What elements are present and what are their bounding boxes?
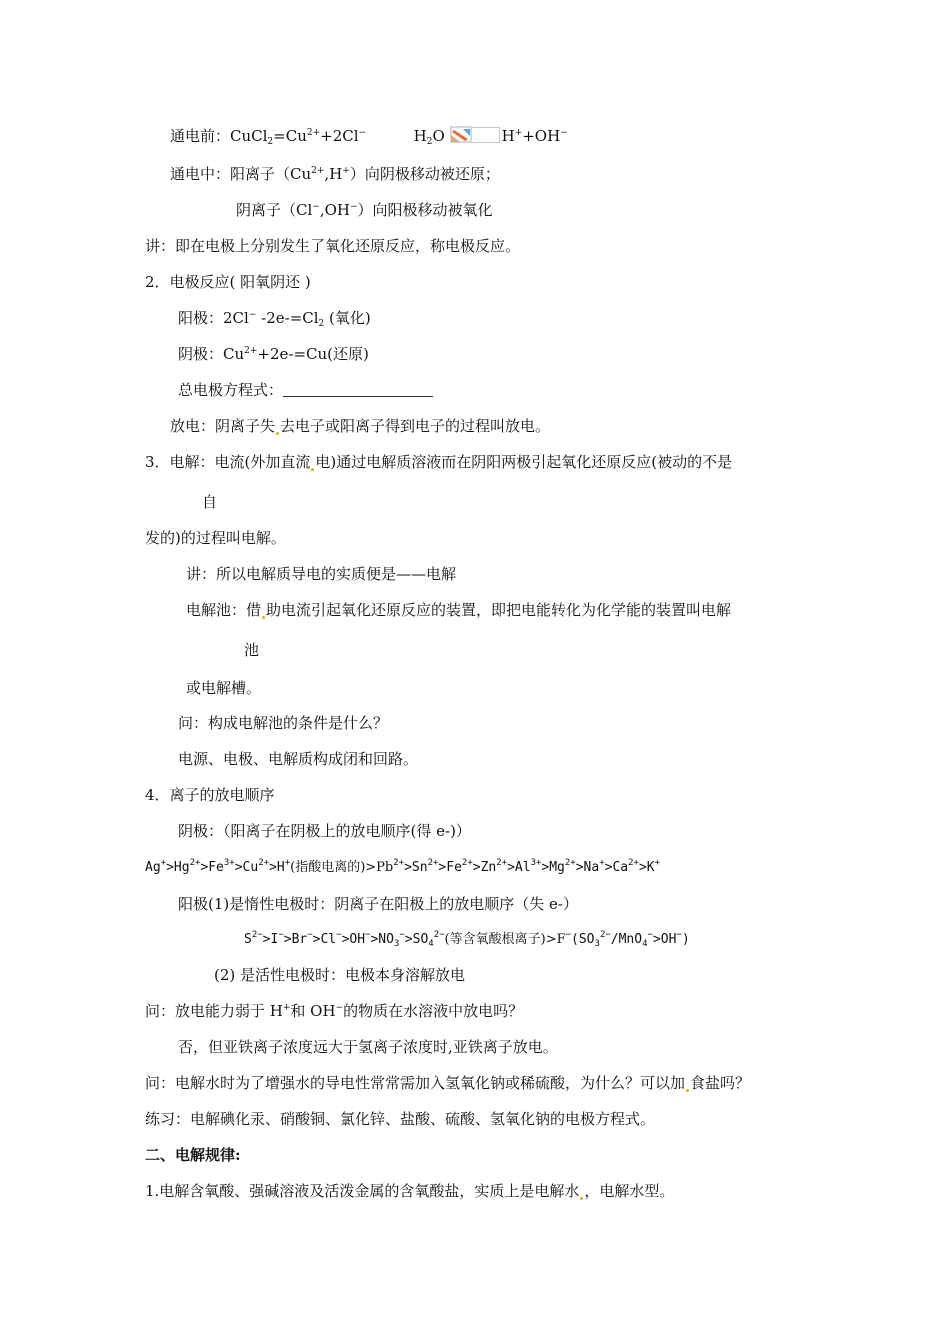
- section-heading: 3．电解：电流(外加直流 电)通过电解质溶液而在阴阳两极引起氧化还原反应(被动的不是: [145, 453, 733, 471]
- answer-blank[interactable]: [283, 380, 433, 397]
- paragraph: 1.电解含氧酸、强碱溶液及活泼金属的含氧酸盐，实质上是电解水 ，电解水型。: [145, 1182, 675, 1200]
- paragraph: 讲：所以电解质导电的实质便是——电解: [186, 565, 457, 583]
- paragraph: 阳极(1)是惰性电极时：阴离子在阳极上的放电顺序（失 e-）: [178, 895, 578, 913]
- paragraph: 阴极：（阳离子在阴极上的放电顺序(得 e-)）: [178, 822, 471, 840]
- paragraph-continuation: 或电解槽。: [186, 679, 262, 697]
- mark-dot: [276, 432, 279, 435]
- section-heading: 4．离子的放电顺序: [145, 786, 275, 804]
- reversible-arrow-image-icon: [450, 126, 472, 143]
- section-heading: 二、电解规律:: [145, 1146, 241, 1164]
- section-heading: 2．电极反应( 阳氧阴还 ): [145, 273, 311, 291]
- exercise: 练习：电解碘化汞、硝酸铜、氯化锌、盐酸、硫酸、氢氧化钠的电极方程式。: [145, 1110, 656, 1128]
- mark-dot: [580, 1197, 583, 1200]
- paragraph-continuation: 发的)的过程叫电解。: [145, 529, 286, 547]
- mark-dot: [311, 468, 314, 471]
- paragraph-continuation: 自: [202, 493, 218, 511]
- total-equation-prompt: 总电极方程式：: [178, 380, 433, 400]
- paragraph: (2) 是活性电极时：电极本身溶解放电: [214, 966, 466, 984]
- paragraph: 放电：阴离子失 去电子或阳离子得到电子的过程叫放电。: [170, 417, 551, 435]
- placeholder-box: [472, 127, 500, 143]
- question: 问：构成电解池的条件是什么？: [178, 714, 389, 732]
- paragraph: 电解池：借 助电流引起氧化还原反应的装置，即把电能转化为化学能的装置叫电解: [186, 601, 732, 619]
- equation-before-electrolysis: 通电前：$CuCl_2=Cu^{2+}+2Cl^-$ $H_2O$ H++OH−: [170, 127, 568, 147]
- during-electrolysis-cations: 通电中：阳离子$(Cu^{2+},H^+)$向阴极移动被还原；: [170, 165, 500, 183]
- paragraph-continuation: 池: [244, 641, 260, 659]
- answer: 否，但亚铁离子浓度远大于氢离子浓度时,亚铁离子放电。: [178, 1038, 558, 1056]
- anode-reaction: 阳极：2Cl− $-2e-=Cl_2$ (氧化): [178, 309, 371, 329]
- during-electrolysis-anions: 阴离子（Cl−,OH−）向阳极移动被氧化: [236, 201, 493, 219]
- paragraph: 讲：即在电极上分别发生了氧化还原反应，称电极反应。: [145, 237, 521, 255]
- cation-discharge-order: $Ag^+>Hg^{2+}>Fe^{3+}>Cu^{2+}>H^+$(指酸电离的)$>Pb^{2+}>Sn^{2+}>Fe^{2+}>Zn^{2+}>Al^{3+}>Mg^{2+}>Na^+>Ca^{2+}>K^+$: [145, 858, 661, 875]
- cathode-reaction: 阴极：$Cu^{2+}+2e-=Cu$(还原): [178, 345, 369, 363]
- mark-dot: [262, 616, 265, 619]
- mark-dot: [686, 1089, 689, 1092]
- question: 问：放电能力弱于 H+和 OH−的物质在水溶液中放电吗？: [145, 1002, 524, 1020]
- question: 问：电解水时为了增强水的导电性常常需加入氢氧化钠或稀硫酸，为什么？可以加 食盐吗？: [145, 1074, 751, 1092]
- anion-discharge-order: $S^{2-}>I^->Br^->Cl^->OH^->NO_3^->SO_4^{2-}$(等含氧酸根离子)$>F^-(SO_3^{2-}/MnO_4^->OH^-)$: [244, 930, 690, 949]
- paragraph: 电源、电极、电解质构成闭和回路。: [178, 750, 419, 768]
